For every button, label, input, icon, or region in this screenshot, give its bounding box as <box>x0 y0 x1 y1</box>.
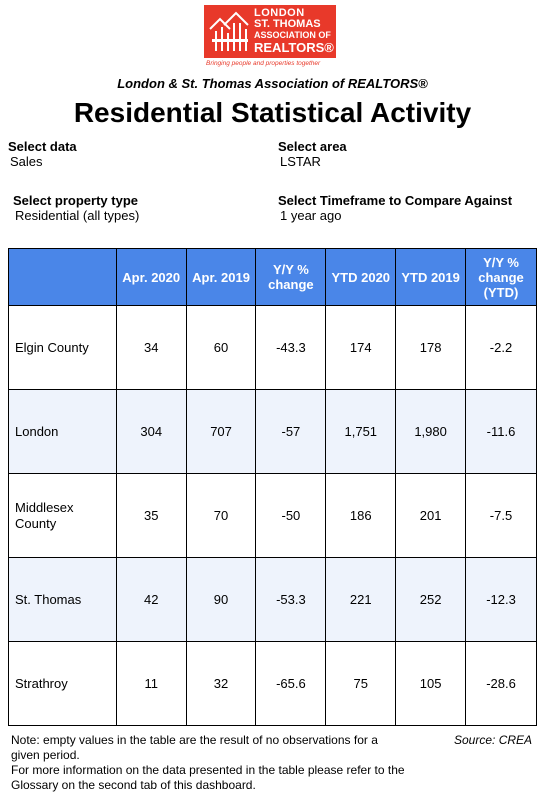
cell-value: 201 <box>396 474 466 558</box>
column-header-ytd-prior: YTD 2019 <box>396 249 466 306</box>
cell-value: 252 <box>396 558 466 642</box>
column-header-yy-change-ytd: Y/Y % change (YTD) <box>466 249 537 306</box>
cell-value: 174 <box>326 306 396 390</box>
cell-value: 1,751 <box>326 390 396 474</box>
cell-value: 105 <box>396 642 466 726</box>
footer-note <box>11 733 406 793</box>
cell-area: Strathroy <box>9 642 117 726</box>
page-title: Residential Statistical Activity <box>73 97 472 128</box>
table-row <box>9 306 537 390</box>
logo-badge <box>204 5 336 58</box>
cell-value: -53.3 <box>256 558 326 642</box>
sales-statistics-table <box>8 248 537 726</box>
cell-value: 35 <box>116 474 186 558</box>
column-header-month-current: Apr. 2020 <box>116 249 186 306</box>
cell-area: St. Thomas <box>9 558 117 642</box>
table-header-row <box>9 249 537 306</box>
cell-value: -57 <box>256 390 326 474</box>
select-area-label: Select area <box>278 139 347 154</box>
table-row <box>9 390 537 474</box>
logo-line-2: ST. THOMAS <box>254 18 321 30</box>
column-header-ytd-current: YTD 2020 <box>326 249 396 306</box>
cell-area: Middlesex County <box>9 474 117 558</box>
cell-value: 60 <box>186 306 256 390</box>
column-header-area <box>9 249 117 306</box>
cell-value: 186 <box>326 474 396 558</box>
cell-area: Elgin County <box>9 306 117 390</box>
select-timeframe-value[interactable]: 1 year ago <box>280 208 342 223</box>
column-header-month-prior: Apr. 2019 <box>186 249 256 306</box>
cell-value: 304 <box>116 390 186 474</box>
cell-value: -7.5 <box>466 474 537 558</box>
cell-value: 1,980 <box>396 390 466 474</box>
note-glossary: For more information on the data presented in the table please refer to the Glossary on the second tab of this dashboard. <box>11 763 405 792</box>
cell-value: -50 <box>256 474 326 558</box>
table-row <box>9 642 537 726</box>
houses-hands-icon <box>208 9 250 54</box>
cell-value: 34 <box>116 306 186 390</box>
select-property-type-value[interactable]: Residential (all types) <box>15 208 140 223</box>
logo-line-3: ASSOCIATION OF <box>254 30 331 40</box>
cell-value: 75 <box>326 642 396 726</box>
select-timeframe-label: Select Timeframe to Compare Against <box>278 193 513 208</box>
cell-value: 178 <box>396 306 466 390</box>
lstar-logo <box>204 5 342 67</box>
cell-value: 90 <box>186 558 256 642</box>
cell-value: 32 <box>186 642 256 726</box>
select-property-type-label: Select property type <box>13 193 138 208</box>
note-empty-values: Note: empty values in the table are the result of no observations for a given period. <box>11 733 378 762</box>
cell-value: -65.6 <box>256 642 326 726</box>
cell-value: -12.3 <box>466 558 537 642</box>
cell-value: -2.2 <box>466 306 537 390</box>
cell-value: -43.3 <box>256 306 326 390</box>
select-data-value[interactable]: Sales <box>10 154 43 169</box>
cell-value: 707 <box>186 390 256 474</box>
logo-line-1: LONDON <box>254 7 305 19</box>
cell-value: -11.6 <box>466 390 537 474</box>
cell-value: 221 <box>326 558 396 642</box>
organization-name: London & St. Thomas Association of REALTORS® <box>117 76 428 91</box>
cell-value: -28.6 <box>466 642 537 726</box>
table-row <box>9 474 537 558</box>
cell-value: 11 <box>116 642 186 726</box>
cell-value: 70 <box>186 474 256 558</box>
table-row <box>9 558 537 642</box>
source-credit: Source: CREA <box>454 733 533 747</box>
cell-value: 42 <box>116 558 186 642</box>
column-header-yy-change: Y/Y % change <box>256 249 326 306</box>
select-area-value[interactable]: LSTAR <box>280 154 321 169</box>
select-data-label: Select data <box>8 139 77 154</box>
cell-area: London <box>9 390 117 474</box>
logo-line-4: REALTORS® <box>254 40 334 55</box>
logo-wordmark <box>254 8 334 55</box>
logo-tagline: Bringing people and properties together <box>206 60 321 67</box>
